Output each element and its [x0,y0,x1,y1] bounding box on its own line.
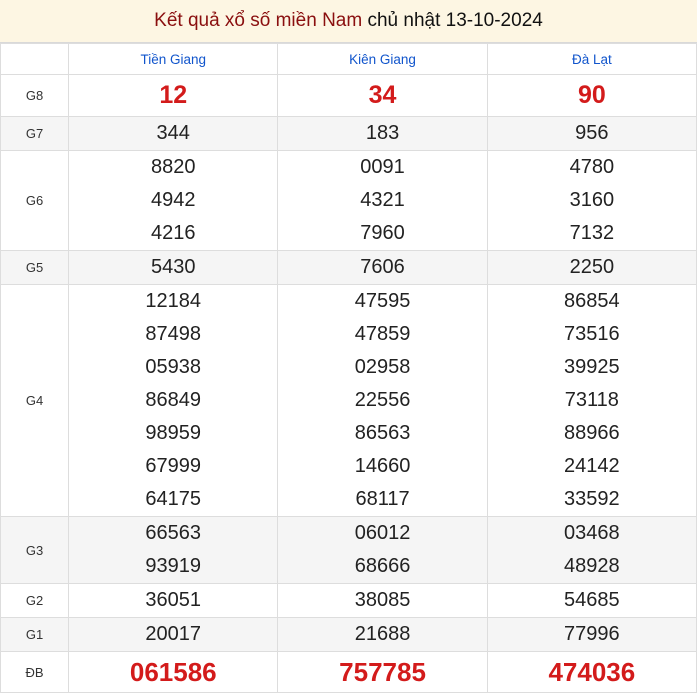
page-title [154,10,543,32]
province-header-3[interactable]: Đà Lạt [487,44,696,75]
prize-number: 47595 [354,290,411,312]
prize-number: 86854 [564,290,620,312]
prize-number: 73516 [564,323,620,345]
prize-number: 68666 [354,555,411,577]
prize-number: 05938 [145,356,202,378]
prize-cell: 474036 [487,652,696,693]
prize-label: G4 [1,285,69,517]
prize-number-stack [278,517,486,583]
prize-label: G2 [1,584,69,618]
prize-number: 67999 [145,455,202,477]
prize-number: 33592 [564,488,620,510]
prize-cell: 183 [278,117,487,151]
table-row [1,75,697,117]
prize-label: G7 [1,117,69,151]
prize-label: G1 [1,618,69,652]
page-title-date: chủ nhật 13-10-2024 [367,10,543,31]
page-title-prefix: Kết quả xổ số miền Nam [154,10,363,31]
province-header-1[interactable]: Tiền Giang [69,44,278,75]
prize-number: 7960 [360,222,405,244]
prize-cell: 36051 [69,584,278,618]
table-row [1,251,697,285]
prize-number: 86563 [354,422,411,444]
prize-number: 4942 [150,189,196,211]
prize-number: 02958 [354,356,411,378]
table-row [1,117,697,151]
prize-number: 24142 [564,455,620,477]
prize-cell: 77996 [487,618,696,652]
prize-number: 3160 [569,189,615,211]
page-header [0,0,697,43]
prize-cell [69,517,278,584]
prize-number: 73118 [564,389,619,411]
prize-label: ĐB [1,652,69,693]
prize-number: 12184 [145,290,202,312]
prize-number: 14660 [354,455,411,477]
prize-number: 0091 [360,156,405,178]
prize-number: 68117 [355,488,410,510]
prize-number: 87498 [145,323,202,345]
prize-number: 48928 [564,555,620,577]
prize-cell: 12 [69,75,278,117]
table-header-row [1,44,697,75]
prize-number-stack [488,285,696,516]
prize-number-stack [69,285,277,516]
prize-cell: 20017 [69,618,278,652]
prize-cell [69,151,278,251]
prize-cell: 34 [278,75,487,117]
prize-label: G5 [1,251,69,285]
table-row [1,618,697,652]
prize-number: 64175 [145,488,202,510]
prize-number: 4780 [569,156,615,178]
prize-number-stack [488,151,696,250]
prize-cell: 757785 [278,652,487,693]
table-header [1,44,697,75]
province-header-2[interactable]: Kiên Giang [278,44,487,75]
prize-cell [487,285,696,517]
table-body [1,75,697,693]
prize-label: G3 [1,517,69,584]
prize-cell: 7606 [278,251,487,285]
prize-number-stack [278,151,486,250]
prize-number-stack [69,517,277,583]
prize-number-stack [278,285,486,516]
prize-number: 7132 [569,222,615,244]
prize-number: 88966 [564,422,620,444]
prize-cell: 54685 [487,584,696,618]
prize-number: 4216 [150,222,196,244]
prize-number: 03468 [564,522,620,544]
prize-cell [69,285,278,517]
prize-number: 39925 [564,356,620,378]
prize-cell: 061586 [69,652,278,693]
prize-cell: 956 [487,117,696,151]
prize-cell: 21688 [278,618,487,652]
results-table [0,43,697,693]
prize-number: 98959 [145,422,202,444]
prize-cell: 38085 [278,584,487,618]
prize-number-stack [488,517,696,583]
prize-cell: 5430 [69,251,278,285]
prize-cell [487,517,696,584]
table-row [1,652,697,693]
prize-number: 06012 [354,522,411,544]
prize-cell [278,517,487,584]
table-row [1,584,697,618]
prize-number: 93919 [145,555,202,577]
prize-label: G8 [1,75,69,117]
prize-number: 66563 [145,522,202,544]
prize-cell [278,285,487,517]
prize-number: 22556 [354,389,411,411]
table-row [1,517,697,584]
table-row [1,151,697,251]
prize-cell: 344 [69,117,278,151]
prize-label: G6 [1,151,69,251]
prize-number-stack [69,151,277,250]
corner-cell [1,44,69,75]
prize-number: 8820 [150,156,196,178]
prize-cell: 90 [487,75,696,117]
prize-cell [487,151,696,251]
prize-cell [278,151,487,251]
prize-number: 47859 [354,323,411,345]
prize-cell: 2250 [487,251,696,285]
prize-number: 4321 [360,189,405,211]
table-row [1,285,697,517]
prize-number: 86849 [145,389,202,411]
